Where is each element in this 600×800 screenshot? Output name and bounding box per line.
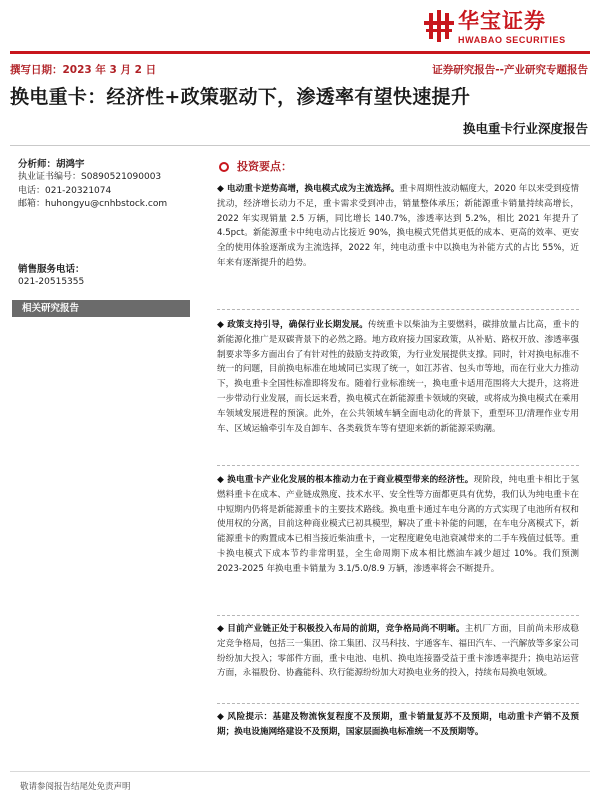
disclaimer-note: 敬请参阅报告结尾处免责声明 — [20, 782, 131, 792]
key-point-lead: 目前产业链正处于积极投入布局的前期，竞争格局尚不明晰。 — [227, 624, 465, 634]
investment-points — [217, 158, 579, 184]
analyst-name: 分析师：胡鸿宇 — [18, 159, 85, 170]
section-divider — [217, 309, 579, 310]
hwabao-logo-icon — [424, 10, 454, 42]
diamond-bullet-icon: ◆ — [217, 475, 224, 485]
key-point-lead: 政策支持引导，确保行业长期发展。 — [227, 320, 368, 330]
diamond-bullet-icon: ◆ — [217, 184, 224, 194]
target-circle-icon — [219, 162, 229, 172]
report-date: 撰写日期：2023 年 3 月 2 日 — [10, 64, 157, 76]
points-heading — [217, 158, 579, 176]
related-reports-label: 相关研究报告 — [22, 303, 80, 314]
footer-divider — [10, 771, 590, 772]
key-point — [217, 622, 579, 681]
diamond-bullet-icon: ◆ — [217, 624, 224, 634]
risk-warning — [217, 710, 579, 740]
sidebar — [18, 158, 200, 289]
report-title: 换电重卡：经济性+政策驱动下，渗透率有望快速提升 — [10, 86, 471, 108]
diamond-bullet-icon: ◆ — [217, 712, 224, 722]
company-logo — [424, 8, 584, 48]
analyst-phone: 电话：021-20321074 — [18, 185, 112, 196]
header-divider — [10, 51, 590, 54]
analyst-email[interactable]: 邮箱：huhongyu@cnhbstock.com — [18, 199, 168, 210]
section-divider — [217, 465, 579, 466]
sales-title: 销售服务电话： — [18, 263, 85, 275]
key-point-lead: 电动重卡逆势高增，换电模式成为主流选择。 — [227, 184, 400, 194]
key-point — [217, 473, 579, 577]
title-divider — [10, 145, 590, 146]
section-divider — [217, 703, 579, 704]
key-point-lead: 换电重卡产业化发展的根本推动力在于商业模型带来的经济性。 — [227, 475, 474, 485]
key-point — [217, 182, 579, 271]
logo-cn-text: 华宝证券 — [458, 9, 546, 33]
report-type: 证券研究报告--产业研究专题报告 — [432, 64, 588, 76]
key-point-text: 重卡周期性波动幅度大，2020 年以来受到疫情扰动，经济增长动力不足，重卡需求受到冲击，销量整体承压；新能源重卡销量持续高增长，2022 年实现销量 2.5 万辆，同比增长 140.7%，渗透率达到 5.2%，相比 2021 年提升了 4.5pct。新能源重卡中纯电动占比接近 90%，换电模式凭借其更低的成本、更高的效率、更安全的使用体验逐渐成为主流选择，2022 年，纯电动重卡中以换电为补能方式的占比 55%，近年来有逐渐提升的趋势。 — [217, 184, 579, 268]
sales-phone: 021-20515355 — [18, 277, 85, 288]
license-number: 执业证书编号：S0890521090003 — [18, 172, 162, 183]
key-point-text: 传统重卡以柴油为主要燃料，碳排放量占比高，重卡的新能源化推广是双碳背景下的必然之路。地方政府接力国家政策，从补贴、路权开放、渗透率强制要求等多方面出台了有针对性的鼓励支持政策，为行业发展提供支撑。同时，针对换电标准不统一的问题，目前换电标准在地域同已实现了统一，如江苏省、包头市等地，而在行业大力推动下，换电重卡全国性标准即将发布。随着行业标准统一，换电重卡适用范围将大大提升，这将进一步带动行业发展，而长远来看，换电模式在新能源重卡领域的突破，或将成为换电模式在乘用车领域发展进程的预演。此外，在公共领域车辆全面电动化的背景下，重型环卫/清理作业专用车、区域运输牵引车及自卸车、各类载货车等有望迎来新的新能源采购潮。 — [217, 320, 579, 434]
key-point — [217, 318, 579, 436]
points-title: 投资要点： — [237, 160, 292, 173]
logo-en-text: HWABAO SECURITIES — [458, 35, 566, 45]
section-divider — [217, 615, 579, 616]
related-reports-header — [12, 300, 190, 317]
diamond-bullet-icon: ◆ — [217, 320, 224, 330]
key-point-text: 现阶段，纯电重卡相比于氢燃料重卡在成本、产业链成熟度、技术水平、安全性等方面都更具有优势，我们认为纯电重卡在中短期内仍将是新能源重卡的主要技术路线。换电重卡通过车电分离的方式实现了电池所有权和使用权的分离，目前这种商业模式已初具模型，解决了重卡补能的问题，在车电分离模式下，新能源重卡的购置成本已相当接近柴油重卡，一定程度避免电池衰减带来的二手车残值过低等。重卡换电模式下成本节约非常明显，全生命周期下成本相比燃油车减少超过 10%。我们预测 2023-2025 年换电重卡销量为 3.1/5.0/8.9 万辆，渗透率将会不断提升。 — [217, 475, 579, 574]
risk-warning-text: 风险提示：基建及物流恢复程度不及预期，重卡销量复苏不及预期，电动重卡产销不及预期；换电设施网络建设不及预期，国家层面换电标准统一不及预期等。 — [217, 712, 579, 737]
key-point-text: 主机厂方面，目前尚未形成稳定竞争格局，包括三一集团、徐工集团、汉马科技、宇通客车、福田汽车、一汽解放等多家公司纷纷加大投入；零部件方面，重卡电池、电机、换电连接器受益于重卡渗透率提升；换电站运营方面，永福股份、协鑫能科、玖行能源纷纷加大对换电业务的投入，持续布局换电领域。 — [217, 624, 579, 679]
report-subtitle: 换电重卡行业深度报告 — [462, 121, 588, 136]
